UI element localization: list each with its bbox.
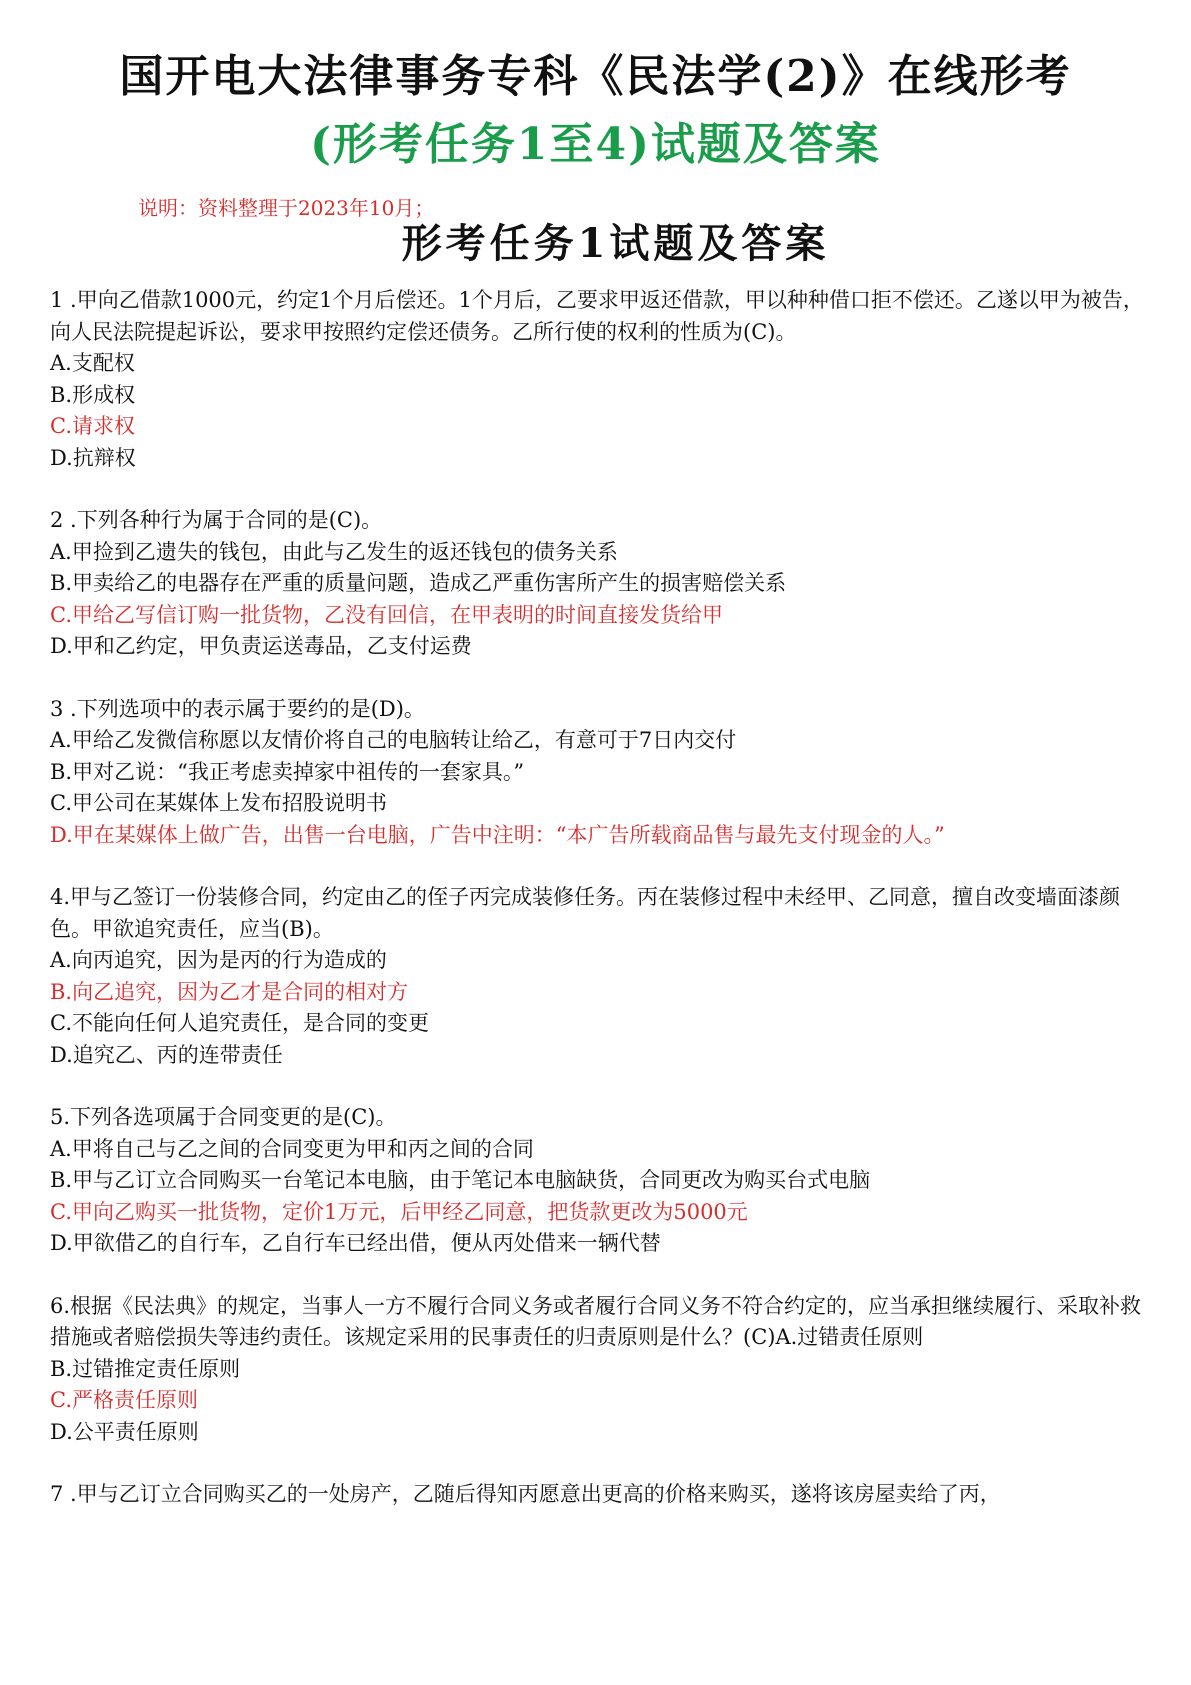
question-stem: 2 .下列各种行为属于合同的是(C)。 <box>50 508 383 532</box>
question-stem: 1 .甲向乙借款1000元，约定1个月后偿还。1个月后，乙要求甲返还借款，甲以种种借口拒不偿还。乙遂以甲为被告，向人民法院提起诉讼，要求甲按照约定偿还债务。乙所行使的权利的性质为(C)。 <box>50 288 1144 344</box>
question-option-correct: C.甲给乙写信订购一批货物，乙没有回信，在甲表明的时间直接发货给甲 <box>50 602 723 627</box>
question-option: B.甲卖给乙的电器存在严重的质量问题，造成乙严重伤害所产生的损害赔偿关系 <box>50 571 787 595</box>
compile-note: 说明：资料整理于2023年10月； <box>138 196 435 220</box>
question-item <box>50 1102 1150 1260</box>
question-option: A.向丙追究，因为是丙的行为造成的 <box>50 948 387 972</box>
question-option: D.甲和乙约定，甲负责运送毒品，乙支付运费 <box>50 634 472 658</box>
document-title-line1: 国开电大法律事务专科《民法学(2)》在线形考 <box>119 51 1072 102</box>
question-option-correct: C.甲向乙购买一批货物，定价1万元，后甲经乙同意，把货款更改为5000元 <box>50 1199 748 1224</box>
question-option: B.形成权 <box>50 382 136 407</box>
question-option: B.甲与乙订立合同购买一台笔记本电脑，由于笔记本电脑缺货，合同更改为购买台式电脑 <box>50 1168 871 1192</box>
question-item <box>50 694 1150 852</box>
question-option-correct: B.向乙追究，因为乙才是合同的相对方 <box>50 979 409 1004</box>
question-option-correct: C.请求权 <box>50 414 135 438</box>
question-option: B.甲对乙说：“我正考虑卖掉家中祖传的一套家具。” <box>50 759 525 784</box>
document-title-line2: (形考任务1至4)试题及答案 <box>310 119 881 170</box>
question-option: B.过错推定责任原则 <box>50 1356 241 1381</box>
question-stem: 4.甲与乙签订一份装修合同，约定由乙的侄子丙完成装修任务。丙在装修过程中未经甲、乙同意，擅自改变墙面漆颜色。甲欲追究责任，应当(B)。 <box>50 885 1121 941</box>
question-option: D.抗辩权 <box>50 445 136 470</box>
question-option: A.甲将自己与乙之间的合同变更为甲和丙之间的合同 <box>50 1136 534 1161</box>
question-stem: 3 .下列选项中的表示属于要约的是(D)。 <box>50 696 425 721</box>
question-option: A.甲给乙发微信称愿以友情价将自己的电脑转让给乙，有意可于7日内交付 <box>50 728 737 752</box>
question-option: D.公平责任原则 <box>50 1419 199 1444</box>
question-option: D.甲欲借乙的自行车，乙自行车已经出借，便从丙处借来一辆代替 <box>50 1231 661 1255</box>
question-option: A.支配权 <box>50 351 135 375</box>
question-list <box>50 285 1150 1542</box>
question-option-correct: D.甲在某媒体上做广告，出售一台电脑，广告中注明：“本广告所载商品售与最先支付现金的人。” <box>50 822 945 847</box>
section-title: 形考任务1试题及答案 <box>401 220 830 267</box>
question-item <box>50 1479 1150 1511</box>
question-option: D.追究乙、丙的连带责任 <box>50 1042 283 1067</box>
question-item <box>50 882 1150 1071</box>
question-item <box>50 505 1150 663</box>
question-item <box>50 1291 1150 1449</box>
question-item <box>50 285 1150 474</box>
question-option-correct: C.严格责任原则 <box>50 1388 198 1412</box>
question-stem: 6.根据《民法典》的规定，当事人一方不履行合同义务或者履行合同义务不符合约定的，应当承担继续履行、采取补救措施或者赔偿损失等违约责任。该规定采用的民事责任的归责原则是什么？(C)A.过错责任原则 <box>50 1293 1142 1349</box>
question-option: C.甲公司在某媒体上发布招股说明书 <box>50 791 387 815</box>
question-option: C.不能向任何人追究责任，是合同的变更 <box>50 1011 429 1035</box>
question-option: A.甲捡到乙遗失的钱包，由此与乙发生的返还钱包的债务关系 <box>50 539 618 564</box>
question-stem: 5.下列各选项属于合同变更的是(C)。 <box>50 1105 397 1129</box>
question-stem: 7 .甲与乙订立合同购买乙的一处房产，乙随后得知丙愿意出更高的价格来购买，遂将该房屋卖给了丙， <box>50 1482 1001 1506</box>
